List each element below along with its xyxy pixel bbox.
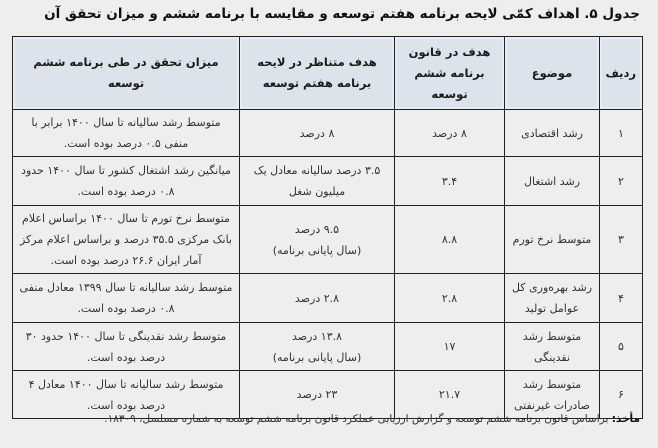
goals-comparison-table [12,36,643,419]
cell-sixth-plan-target: ۳.۴ [395,157,505,206]
cell-sixth-plan-target: ۲۱.۷ [395,371,505,419]
source-text: براساس قانون برنامه ششم توسعه و گزارش ارزیابی عملکرد قانون برنامه ششم توسعه به شماره مسلسل، ۱۸۳۰۹. [104,413,609,425]
cell-sixth-plan-realization: متوسط رشد سالیانه تا سال ۱۴۰۰ برابر با منفی ۰.۵ درصد بوده است. [13,110,240,157]
table-row [13,206,643,274]
cell-sixth-plan-target: ۸ درصد [395,110,505,157]
cell-subject: رشد اشتغال [505,157,600,206]
cell-subject: رشد اقتصادی [505,110,600,157]
header-subject: موضوع [505,37,600,110]
cell-subject: متوسط رشد صادرات غیرنفتی [505,371,600,419]
table-row [13,371,643,419]
cell-sixth-plan-realization: متوسط رشد سالیانه تا سال ۱۳۹۹ معادل منفی ۰.۸ درصد بوده است. [13,274,240,323]
table-row [13,110,643,157]
cell-sixth-plan-target: ۸.۸ [395,206,505,274]
table-row [13,157,643,206]
cell-subject: متوسط رشد نقدینگی [505,323,600,371]
cell-row-no: ۳ [600,206,643,274]
cell-seventh-plan-target: ۲.۸ درصد [240,274,395,323]
cell-seventh-plan-target [240,323,395,371]
table-row [13,323,643,371]
cell-subject: متوسط نرخ تورم [505,206,600,274]
cell-seventh-plan-target: ۸ درصد [240,110,395,157]
cell-row-no: ۴ [600,274,643,323]
cell-sixth-plan-target: ۱۷ [395,323,505,371]
cell-row-no: ۵ [600,323,643,371]
cell-seventh-plan-target [240,206,395,274]
cell-sixth-plan-realization: میانگین رشد اشتغال کشور تا سال ۱۴۰۰ حدود ۰.۸ درصد بوده است. [13,157,240,206]
cell-row-no: ۶ [600,371,643,419]
source-note [10,413,640,425]
seventh-plan-note: (سال پایانی برنامه) [272,350,362,364]
seventh-plan-value: ۱۳.۸ درصد [291,329,343,343]
table-header-row [13,37,643,110]
seventh-plan-note: (سال پایانی برنامه) [272,243,362,257]
cell-subject: رشد بهره‌وری کل عوامل تولید [505,274,600,323]
source-label: مأخذ: [611,413,640,425]
header-sixth-plan-realization: میزان تحقق در طی برنامه ششم توسعه [13,37,240,110]
header-sixth-plan-target: هدف در قانون برنامه ششم توسعه [395,37,505,110]
table-title: جدول ۵. اهداف کمّی لایحه برنامه هفتم توسعه و مقایسه با برنامه ششم و میزان تحقق آن [44,6,640,22]
header-seventh-plan-target: هدف متناظر در لایحه برنامه هفتم توسعه [240,37,395,110]
cell-sixth-plan-realization: متوسط نرخ تورم تا سال ۱۴۰۰ براساس اعلام بانک مرکزی ۳۵.۵ درصد و براساس اعلام مرکز آمار ایران ۲۶.۶ درصد بوده است. [13,206,240,274]
cell-row-no: ۲ [600,157,643,206]
cell-row-no: ۱ [600,110,643,157]
table-row [13,274,643,323]
seventh-plan-value: ۹.۵ درصد [294,222,340,236]
cell-seventh-plan-target: ۳.۵ درصد سالیانه معادل یک میلیون شغل [240,157,395,206]
cell-sixth-plan-realization: متوسط رشد نقدینگی تا سال ۱۴۰۰ حدود ۳۰ درصد بوده است. [13,323,240,371]
cell-seventh-plan-target: ۲۳ درصد [240,371,395,419]
cell-sixth-plan-target: ۲.۸ [395,274,505,323]
header-row-no: ردیف [600,37,643,110]
cell-sixth-plan-realization: متوسط رشد سالیانه تا سال ۱۴۰۰ معادل ۴ درصد بوده است. [13,371,240,419]
